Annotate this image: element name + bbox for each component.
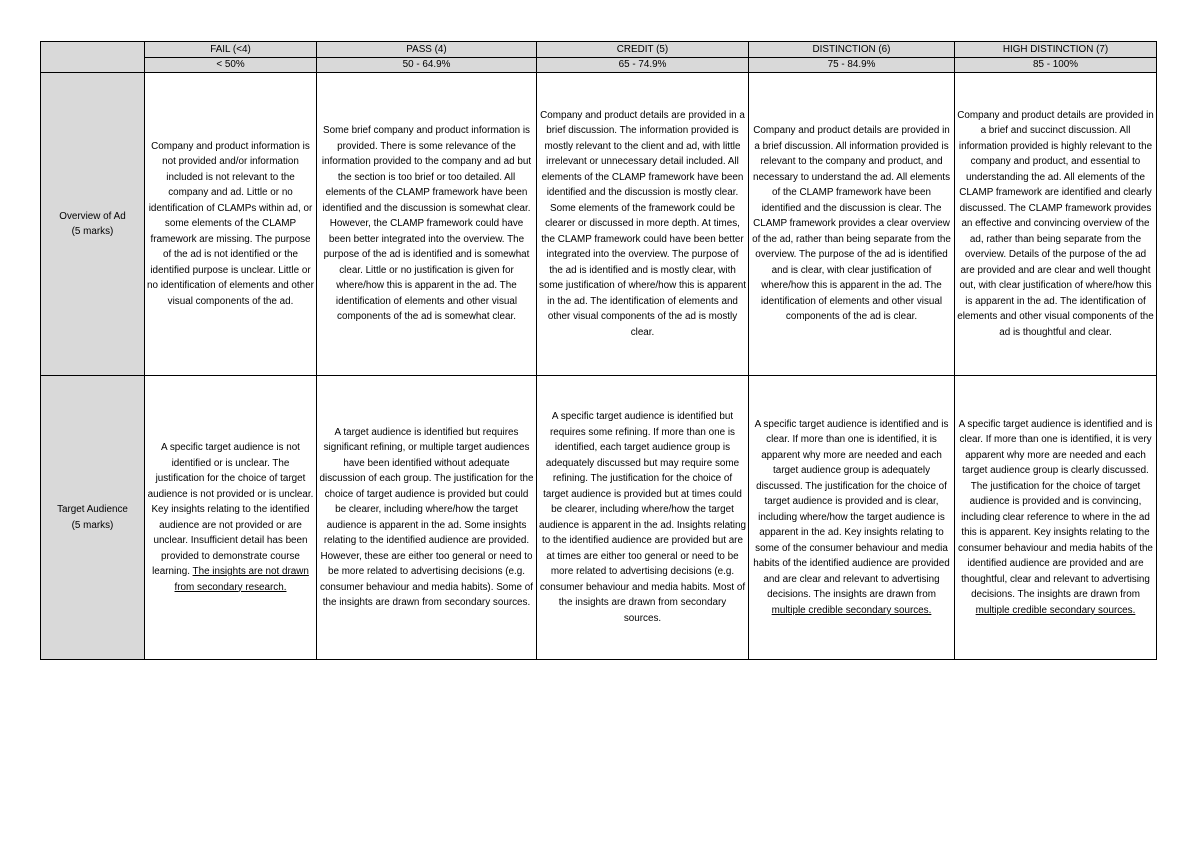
descriptor-text: A specific target audience is identified but requires some refining. If more than one is identified, each target audience group is adequately discussed but may require some refining. The justification for the choice of target audience is provided but at times could be clearer, including where/how the target audience is apparent in the ad. Insights relating to the identified audience are provided but are at times are either too general or need to be more related to advertising decisions (e.g. consumer behaviour and media habits. Most of the insights are drawn from secondary sources. <box>539 411 746 624</box>
descriptor-text: Company and product details are provided in a brief and succinct discussion. All information provided is highly relevant to the company and product, and essential to understanding the ad. All elements of the CLAMP framework are identified and clearly discussed. The CLAMP framework provides an effective and convincing overview of the ad, rather than being separate from the overview. Details of the purpose of the ad are provided and are clear and well thought out, with clear justification of where/how this is apparent in the ad. The identification of elements and other visual components of the ad is thoughtful and clear. <box>957 109 1154 338</box>
descriptor-text: A specific target audience is identified and is clear. If more than one is identified, it is apparent why more are needed and each target audience group is adequately discussed. The justification for the choice of target audience is provided and is clear, including where/how the target audience is apparent in the ad. Key insights relating to some of the consumer behaviour and media habits of the identified audience are provided and are clear and relevant to advertising decisions. The insights are drawn from <box>753 418 950 601</box>
header-corner-cell <box>41 42 145 73</box>
header-high-distinction <box>955 42 1157 73</box>
descriptor-fail <box>145 73 317 376</box>
criterion-row-target-audience <box>41 376 1157 660</box>
descriptor-text: A specific target audience is identified and is clear. If more than one is identified, it is very apparent why more are needed and each target audience group is clearly discussed. The justification for the choice of target audience is provided and is convincing, including clear reference to where in the ad this is apparent. Key insights relating to the consumer behaviour and media habits of the identified audience are provided and are thoughtful, clear and relevant to advertising decisions. The insights are drawn from <box>958 418 1153 601</box>
descriptor-high-distinction <box>955 376 1157 660</box>
descriptor-text: A target audience is identified but requires significant refining, or multiple target audiences have been identified without adequate discussion of each group. The justification for the choice of target audience is provided but could be clearer, including where/how the target audience is apparent in the ad. Some insights relating to the identified audience are provided. However, these are either too general or need to be more related to advertising decisions (e.g. consumer behaviour and media habits). Some of the insights are drawn from secondary sources. <box>319 426 534 608</box>
descriptor-text: Company and product details are provided in a brief discussion. All information provided is relevant to the company and product, and necessary to understand the ad. All elements of the CLAMP framework have been identified and the discussion is clear. The CLAMP framework provides a clear overview of the ad, rather than being separate from the overview. The purpose of the ad is identified and is clear, with clear justification of where/how this is apparent in the ad. The identification of elements and other visual components of the ad is clear. <box>752 125 951 323</box>
criterion-marks: (5 marks) <box>71 226 114 237</box>
criterion-title: Target Audience <box>57 504 128 515</box>
header-row <box>41 42 1157 73</box>
header-distinction <box>749 42 955 73</box>
descriptor-text: Company and product information is not provided and/or information included is not relevant to the company and ad. Little or no identification of CLAMPs within ad, or some elements of the CLAMP framework are missing. The purpose of the ad is not identified or the identified purpose is unclear. Little or no identification of elements and other visual components of the ad. <box>147 140 314 307</box>
grade-label: DISTINCTION (6) <box>812 43 891 55</box>
descriptor-text: Some brief company and product information is provided. There is some relevance of the information provided to the company and ad but the section is too brief or too detailed. All elements of the CLAMP framework have been identified and the discussion is somewhat clear. However, the CLAMP framework could have been better integrated into the overview. The purpose of the ad is identified and is somewhat clear. Little or no justification is given for where/how this is apparent in the ad. The identification of elements and other visual components of the ad is somewhat clear. <box>321 125 532 323</box>
descriptor-distinction <box>749 73 955 376</box>
descriptor-credit <box>537 376 749 660</box>
grade-range: < 50% <box>145 57 316 72</box>
descriptor-pass <box>317 73 537 376</box>
grade-range: 65 - 74.9% <box>537 57 748 72</box>
descriptor-credit <box>537 73 749 376</box>
grade-label: CREDIT (5) <box>616 43 669 55</box>
criterion-cell <box>41 376 145 660</box>
grade-range: 85 - 100% <box>955 57 1156 72</box>
criterion-cell <box>41 73 145 376</box>
descriptor-fail <box>145 376 317 660</box>
criterion-row-overview <box>41 73 1157 376</box>
grade-range: 50 - 64.9% <box>317 57 536 72</box>
criterion-title: Overview of Ad <box>59 210 126 222</box>
header-pass <box>317 42 537 73</box>
grade-label: FAIL (<4) <box>210 43 251 55</box>
underlined-note: The insights are not drawn from secondary research. <box>174 566 309 593</box>
header-credit <box>537 42 749 73</box>
underlined-note: multiple credible secondary sources. <box>975 604 1136 616</box>
descriptor-text: Company and product details are provided in a brief discussion. The information provided is mostly relevant to the client and ad, with little irrelevant or unnecessary detail included. All elements of the CLAMP framework have been identified and the discussion is mostly clear. Some elements of the framework could be clearer or discussed in more depth. At times, the CLAMP framework could have been better integrated into the overview. The purpose of the ad is identified and is mostly clear, with some justification of where/how this is apparent in the ad. The identification of elements and other visual components of the ad is mostly clear. <box>539 109 746 338</box>
grade-label: PASS (4) <box>406 43 447 55</box>
grade-range: 75 - 84.9% <box>749 57 954 72</box>
descriptor-distinction <box>749 376 955 660</box>
descriptor-pass <box>317 376 537 660</box>
marking-rubric-table <box>40 41 1157 660</box>
descriptor-text: A specific target audience is not identified or is unclear. The justification for the choice of target audience is not provided or is unclear. Key insights relating to the identified audience are not provided or are unclear. Insufficient detail has been provided to demonstrate course learning. <box>147 442 314 577</box>
header-fail <box>145 42 317 73</box>
grade-label: HIGH DISTINCTION (7) <box>1002 43 1109 55</box>
descriptor-high-distinction <box>955 73 1157 376</box>
criterion-marks: (5 marks) <box>71 519 114 531</box>
underlined-note: multiple credible secondary sources. <box>771 604 932 616</box>
